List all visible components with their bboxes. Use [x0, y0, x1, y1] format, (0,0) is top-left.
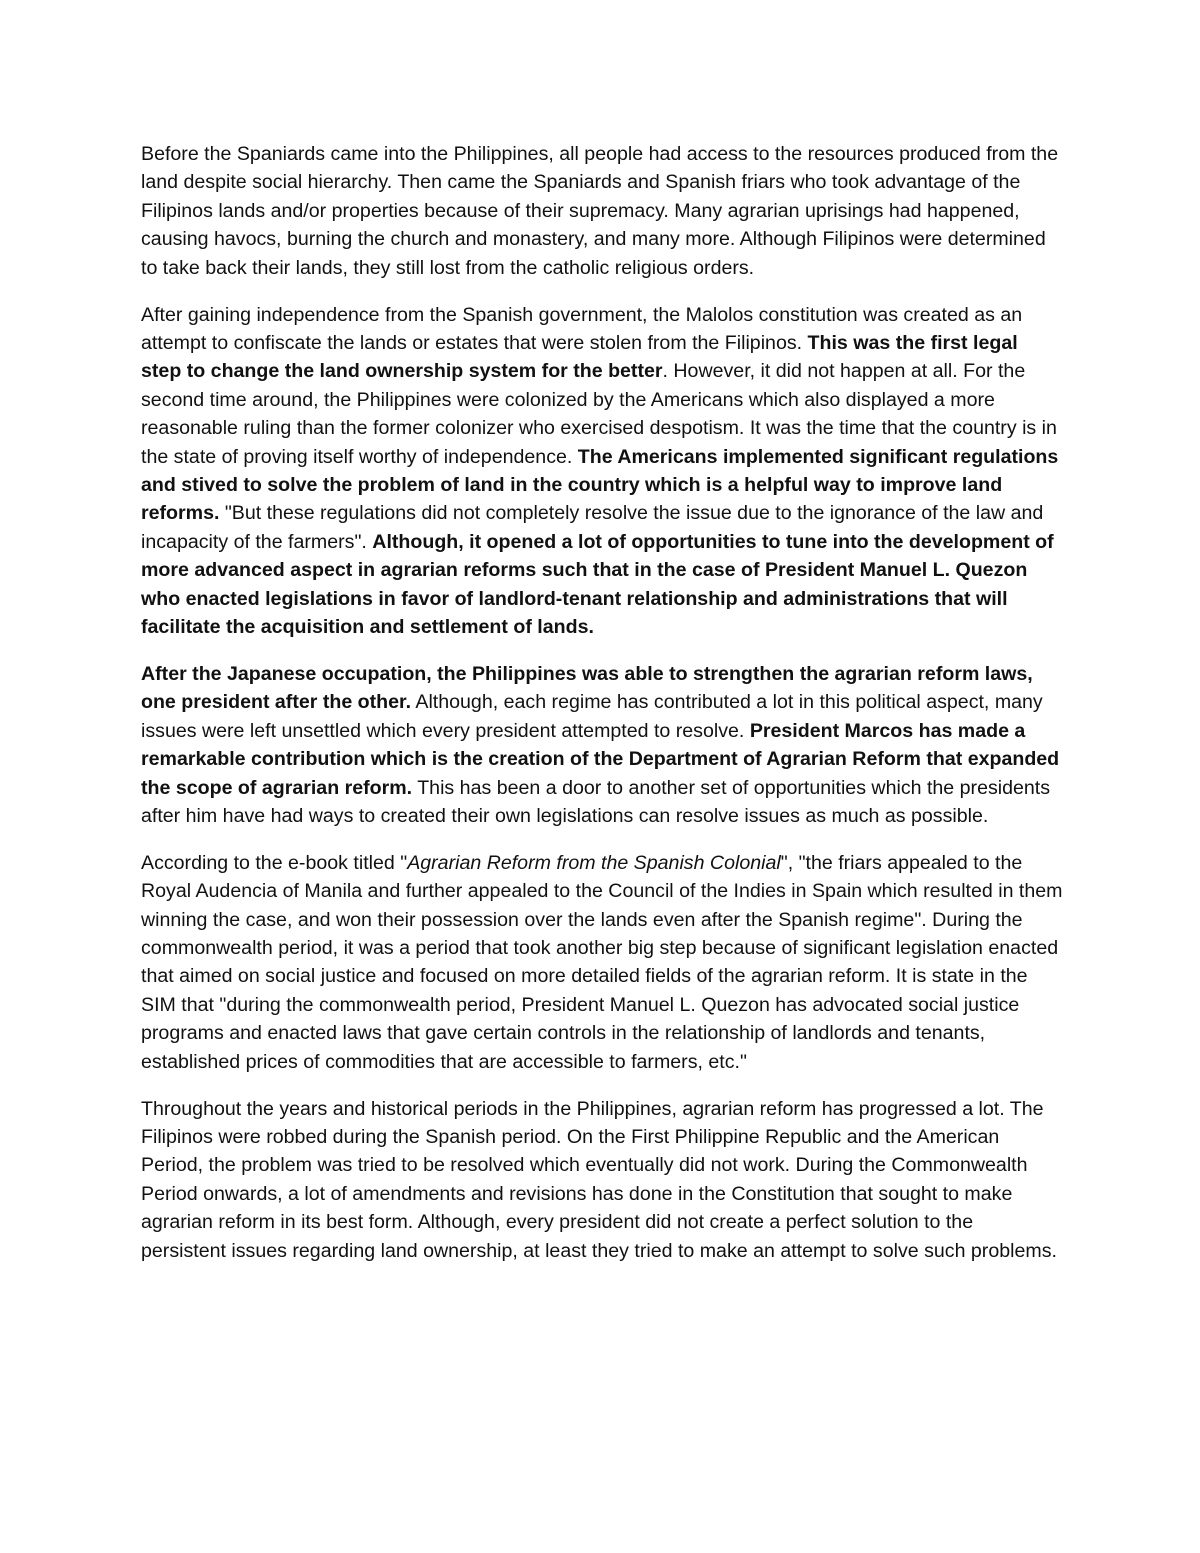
text-run: According to the e-book titled " — [141, 851, 408, 874]
paragraph-conclusion — [141, 1095, 1063, 1265]
bold-text-run: Although, it opened a lot of opportunities to tune into the development of more advanced aspect in agrarian reforms such that in the case of President Manuel L. Quezon who enacted legislations in favor of landlord-tenant relationship and administrations that will facilitate the acquisition and settlement of lands. — [141, 530, 1054, 638]
bold-text-run: This was the first legal step to change the land ownership system for the better — [141, 331, 1018, 383]
text-run: After gaining independence from the Spanish government, the Malolos constitution was created as an attempt to confiscate the lands or estates that were stolen from the Filipinos. — [141, 303, 1023, 354]
italic-book-title: Agrarian Reform from the Spanish Colonial — [407, 851, 781, 874]
text-run: Although, each regime has contributed a lot in this political aspect, many issues were left unsettled which every president attempted to resolve. — [141, 691, 1043, 742]
bold-text-run: After the Japanese occupation, the Philippines was able to strengthen the agrarian reform laws, one president after the other. — [141, 662, 1033, 714]
bold-text-run: The Americans implemented significant regulations and stived to solve the problem of land in the country which is a helpful way to improve land reforms. — [141, 445, 1059, 525]
paragraph-spanish-era — [141, 140, 1063, 282]
text-run: Before the Spaniards came into the Philippines, all people had access to the resources produced from the land despite social hierarchy. Then came the Spaniards and Spanish friars who took advantage of the Filipinos lands and/or properties because of their supremacy. Many agrarian uprisings had happened, causing havocs, burning the church and monastery, and many more. Although Filipinos were determined to take back their lands, they still lost from the catholic religious orders. — [141, 143, 1059, 279]
text-run: Throughout the years and historical periods in the Philippines, agrarian reform has progressed a lot. The Filipinos were robbed during the Spanish period. On the First Philippine Republic and the American Period, the problem was tried to be resolved which eventually did not work. During the Commonwealth Period onwards, a lot of amendments and revisions has done in the Constitution that sought to make agrarian reform in its best form. Although, every president did not create a perfect solution to the persistent issues regarding land ownership, at least they tried to make an attempt to solve such problems. — [141, 1097, 1057, 1262]
text-run: This has been a door to another set of opportunities which the presidents after him have had ways to created their own legislations can resolve issues as much as possible. — [141, 776, 1051, 827]
bold-text-run: President Marcos has made a remarkable contribution which is the creation of the Department of Agrarian Reform that expanded the scope of agrarian reform. — [141, 719, 1060, 799]
text-run: . However, it did not happen at all. For the second time around, the Philippines were colonized by the Americans which also displayed a more reasonable ruling than the former colonizer who exercised despotism. It was the time that the country is in the state of proving itself worthy of independence. — [141, 360, 1057, 468]
document-page — [141, 140, 1063, 1284]
paragraph-post-japanese-era — [141, 660, 1063, 830]
text-run: ", "the friars appealed to the Royal Audencia of Manila and further appealed to the Council of the Indies in Spain which resulted in them winning the case, and won their possession over the lands even after the Spanish regime". During the commonwealth period, it was a period that took another big step because of significant legislation enacted that aimed on social justice and focused on more detailed fields of the agrarian reform. It is state in the SIM that "during the commonwealth period, President Manuel L. Quezon has advocated social justice programs and enacted laws that gave certain controls in the relationship of landlords and tenants, established prices of commodities that are accessible to farmers, etc." — [141, 851, 1063, 1073]
paragraph-malolos-american-era — [141, 301, 1063, 642]
text-run: "But these regulations did not completely resolve the issue due to the ignorance of the law and incapacity of the farmers". — [141, 502, 1044, 553]
paragraph-ebook-citation — [141, 849, 1063, 1076]
